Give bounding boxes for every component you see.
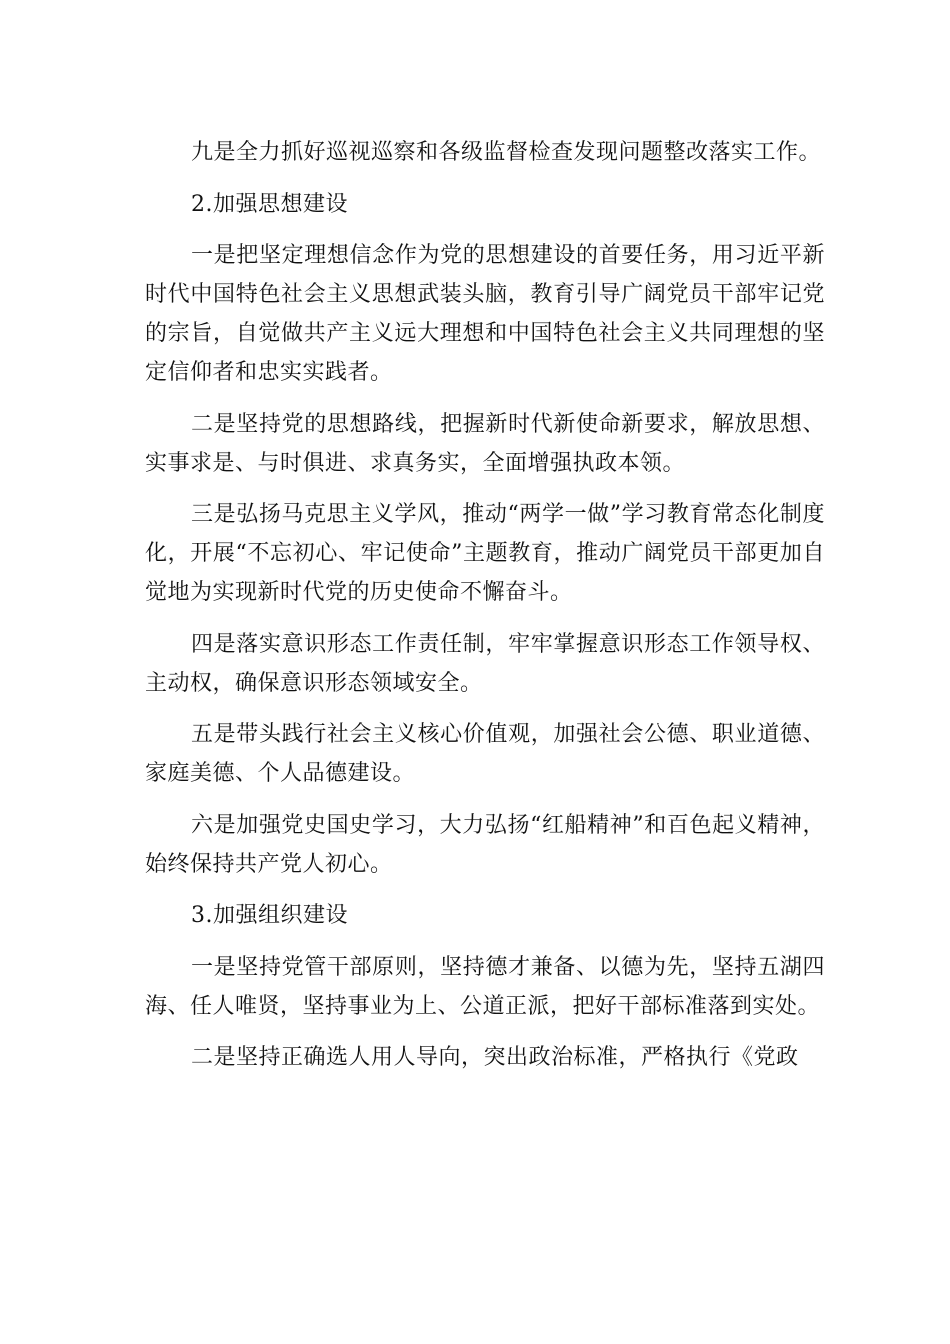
paragraph-5: 四是落实意识形态工作责任制，牢牢掌握意识形态工作领导权、主动权，确保意识形态领域安全。 <box>145 631 825 696</box>
paragraph-9: 二是坚持正确选人用人导向，突出政治标准，严格执行《党政 <box>191 1045 799 1070</box>
document-body <box>145 133 825 1090</box>
paragraph-1: 九是全力抓好巡视巡察和各级监督检查发现问题整改落实工作。 <box>191 140 822 165</box>
paragraph-6: 五是带头践行社会主义核心价值观，加强社会公德、职业道德、家庭美德、个人品德建设。 <box>145 722 825 786</box>
paragraph-2: 一是把坚定理想信念作为党的思想建设的首要任务，用习近平新时代中国特色社会主义思想武装头脑，教育引导广阔党员干部牢记党的宗旨，自觉做共产主义远大理想和中国特色社会主义共同理想的坚定信仰者和忠实实践者。 <box>145 243 825 385</box>
paragraph-4: 三是弘扬马克思主义学风，推动“两学一做”学习教育常态化制度化，开展“不忘初心、牢记使命”主题教育，推动广阔党员干部更加自觉地为实现新时代党的历史使命不懈奋斗。 <box>145 502 825 605</box>
paragraph-3: 二是坚持党的思想路线，把握新时代新使命新要求，解放思想、实事求是、与时俱进、求真务实，全面增强执政本领。 <box>145 411 825 476</box>
paragraph-8: 一是坚持党管干部原则，坚持德才兼备、以德为先，坚持五湖四海、任人唯贤，坚持事业为上、公道正派，把好干部标准落到实处。 <box>145 954 825 1019</box>
section-heading-2: 2.加强思想建设 <box>191 191 348 217</box>
paragraph-7: 六是加强党史国史学习，大力弘扬“红船精神”和百色起义精神，始终保持共产党人初心。 <box>145 812 825 877</box>
section-heading-3: 3.加强组织建设 <box>191 903 348 928</box>
